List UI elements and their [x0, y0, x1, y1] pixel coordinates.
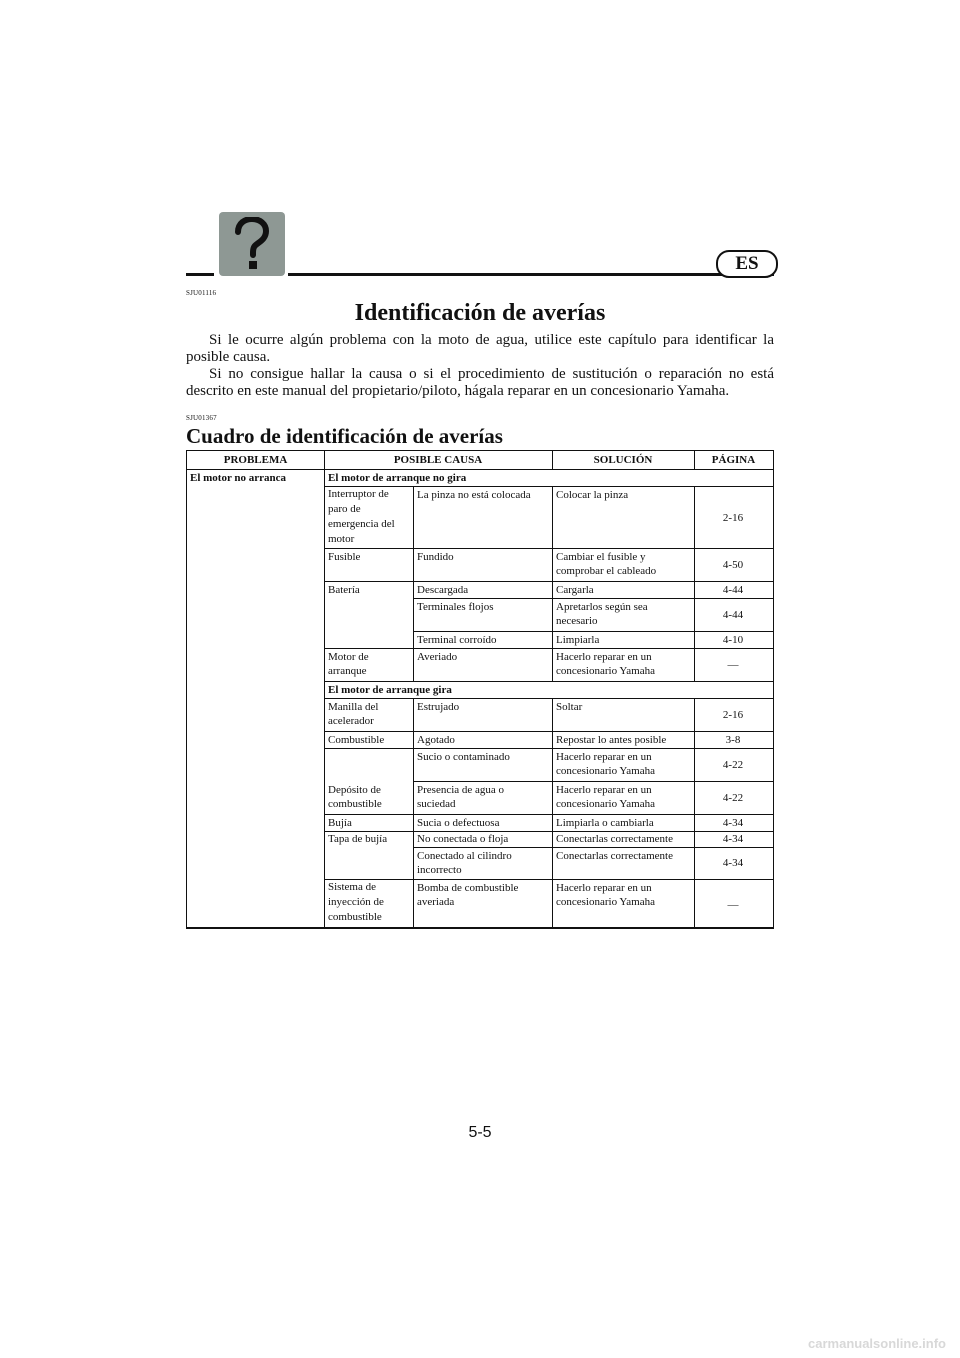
header-posible-causa: POSIBLE CAUSA	[393, 454, 483, 466]
group-no-gira: El motor de arranque no gira	[328, 472, 467, 484]
solution-cell: Limpiarla	[556, 634, 600, 646]
cause-cell: Terminales flojos	[417, 601, 494, 613]
header-rule-right	[288, 273, 774, 276]
solution-cell: Hacerlo reparar en un concesionario Yamaha	[556, 751, 655, 777]
page-cell: 2-16	[722, 709, 744, 721]
language-badge: ES	[716, 250, 778, 278]
solution-cell: Conectarlas correctamente	[556, 850, 673, 862]
part-cell: Sistema de inyección de combustible	[328, 881, 384, 923]
row-divider	[324, 698, 773, 699]
part-cell: Depósito de combustible	[328, 784, 382, 810]
group-gira: El motor de arranque gira	[328, 684, 452, 696]
row-divider	[187, 469, 773, 470]
page-cell: 3-8	[725, 734, 741, 746]
solution-cell: Colocar la pinza	[556, 489, 629, 501]
troubleshooting-table	[186, 450, 774, 929]
page-number: 5-5	[468, 1124, 492, 1141]
row-divider	[324, 814, 773, 815]
part-cell: Fusible	[328, 551, 361, 563]
solution-cell: Hacerlo reparar en un concesionario Yamaha	[556, 882, 655, 908]
page-cell: 4-34	[722, 817, 744, 829]
part-cell: Motor de arranque	[328, 651, 369, 677]
cause-cell: Bomba de combustible averiada	[417, 882, 519, 908]
page-title: Identificación de averías	[354, 300, 606, 326]
chart-section-code: SJU01367	[186, 414, 217, 422]
page-cell: 4-44	[722, 584, 744, 596]
solution-cell: Apretarlos según sea necesario	[556, 601, 648, 627]
part-cell: Bujía	[328, 817, 352, 829]
page-cell: 4-34	[722, 833, 744, 845]
page-cell: —	[727, 659, 739, 671]
question-mark-icon	[219, 212, 285, 276]
cause-cell: Conectado al cilindro incorrecto	[417, 850, 512, 876]
row-divider	[324, 748, 773, 749]
intro-paragraph-1: Si le ocurre algún problema con la moto de agua, utilice este capítulo para identificar la posible causa.	[186, 332, 774, 365]
col-divider	[413, 699, 414, 927]
part-cell: Batería	[328, 584, 360, 596]
row-divider	[413, 598, 773, 599]
row-divider	[413, 847, 773, 848]
solution-cell: Cargarla	[556, 584, 594, 596]
row-divider	[324, 681, 773, 682]
page-cell: 4-34	[722, 857, 744, 869]
cause-cell: No conectada o floja	[417, 833, 509, 845]
cause-cell: Terminal corroído	[417, 634, 497, 646]
col-divider	[324, 451, 325, 927]
page-cell: 4-10	[722, 634, 744, 646]
cause-cell: Presencia de agua o suciedad	[417, 784, 505, 810]
intro-paragraph-2: Si no consigue hallar la causa o si el procedimiento de sustitución o reparación no está descrito en este manual del propietario/piloto, hágala reparar en un concesionario Yamaha.	[186, 366, 774, 399]
page-cell: 4-22	[722, 792, 744, 804]
solution-cell: Hacerlo reparar en un concesionario Yamaha	[556, 651, 655, 677]
col-divider	[552, 487, 553, 682]
cause-cell: La pinza no está colocada	[417, 489, 531, 501]
watermark: carmanualsonline.info	[808, 1336, 946, 1351]
page-cell: 2-16	[722, 512, 744, 524]
page-cell: 4-44	[722, 609, 744, 621]
cause-cell: Estrujado	[417, 701, 460, 713]
cause-cell: Fundido	[417, 551, 454, 563]
header-problema: PROBLEMA	[223, 454, 288, 466]
cause-cell: Agotado	[417, 734, 455, 746]
part-cell: Combustible	[328, 734, 385, 746]
solution-cell: Soltar	[556, 701, 583, 713]
row-divider	[324, 648, 773, 649]
solution-cell: Conectarlas correctamente	[556, 833, 673, 845]
solution-cell: Limpiarla o cambiarla	[556, 817, 654, 829]
row-divider	[324, 548, 773, 549]
part-cell: Manilla del acelerador	[328, 701, 379, 727]
col-divider	[552, 699, 553, 927]
cause-cell: Descargada	[417, 584, 469, 596]
page-cell: —	[727, 899, 739, 911]
col-divider	[413, 487, 414, 682]
problem-cell: El motor no arranca	[190, 472, 287, 484]
solution-cell: Hacerlo reparar en un concesionario Yamaha	[556, 784, 655, 810]
section-code: SJU01116	[186, 289, 217, 297]
cause-cell: Averiado	[417, 651, 458, 663]
row-divider	[413, 781, 773, 782]
header-pagina: PÁGINA	[711, 454, 756, 466]
chart-section-title: Cuadro de identificación de averías	[186, 424, 503, 448]
row-divider	[413, 631, 773, 632]
part-cell: Tapa de bujía	[328, 833, 388, 845]
header-solucion: SOLUCIÓN	[593, 454, 653, 466]
row-divider	[324, 581, 773, 582]
page-cell: 4-50	[722, 559, 744, 571]
part-cell: Interruptor de paro de emergencia del motor	[328, 488, 395, 545]
header-rule-left	[186, 273, 214, 276]
solution-cell: Repostar lo antes posible	[556, 734, 667, 746]
cause-cell: Sucia o defectuosa	[417, 817, 500, 829]
page-cell: 4-22	[722, 759, 744, 771]
solution-cell: Cambiar el fusible y comprobar el cableado	[556, 551, 657, 577]
cause-cell: Sucio o contaminado	[417, 751, 510, 763]
row-divider	[324, 731, 773, 732]
